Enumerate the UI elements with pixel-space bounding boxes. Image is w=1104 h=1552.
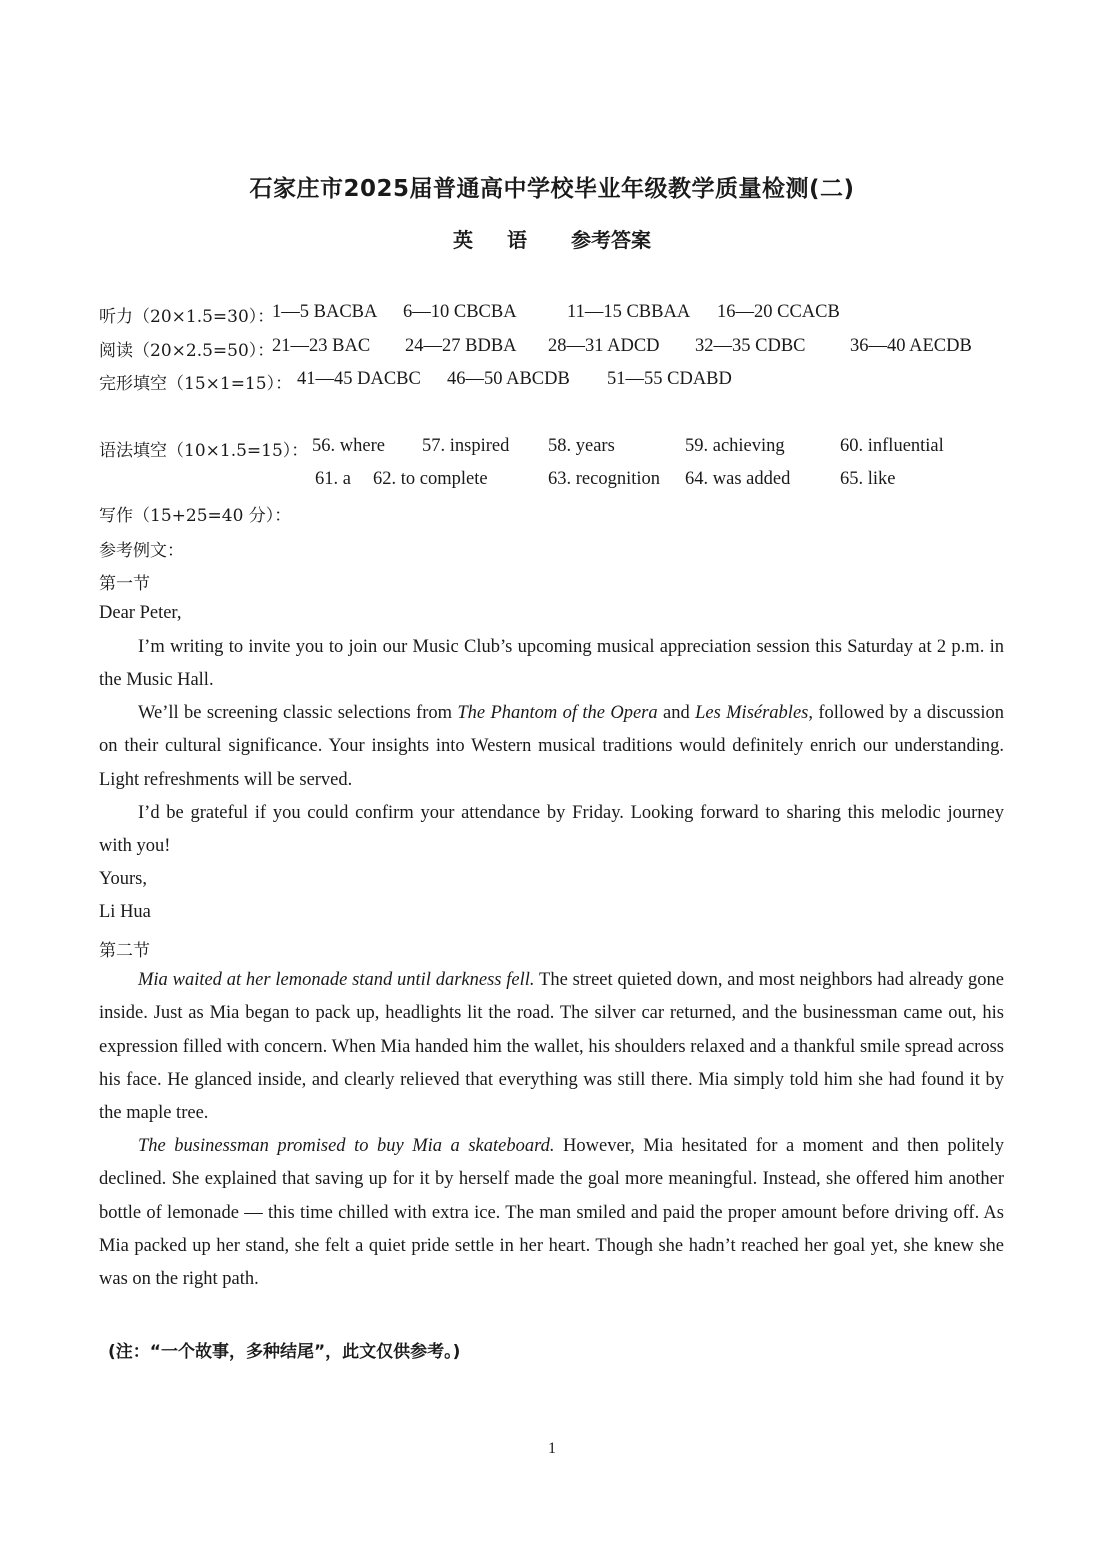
listening-group: 1—5 BACBA (272, 302, 378, 322)
page-title: 石家庄市2025届普通高中学校毕业年级教学质量检测(二) (249, 176, 855, 202)
page-subtitle (0, 224, 1104, 253)
listening-group: 11—15 CBBAA (567, 302, 691, 322)
grammar-answer: 58. years (548, 436, 615, 456)
section-two-heading: 第二节 (99, 941, 150, 961)
letter-greeting: Dear Peter, (99, 603, 182, 623)
letter-closing: Yours, (99, 869, 147, 889)
footnote: (注：“一个故事，多种结尾”，此文仅供参考。) (108, 1342, 461, 1362)
story-paragraph-2: The businessman promised to buy Mia a skateboard. However, Mia hesitated for a moment and then politely declined. She explained that saving up for it by herself made the goal more meaningful. Instead, she offered him another bottle of lemonade — this time chilled with extra ice. The man smiled and paid the proper amount before driving off. As Mia packed up her stand, she felt a quiet pride settle in her heart. Though she hadn’t reached her goal yet, she knew she was on the right path. (99, 1136, 1004, 1290)
story-paragraph-1: Mia waited at her lemonade stand until darkness fell. The street quieted down, and most neighbors had already gone inside. Just as Mia began to pack up, headlights lit the road. The silver car returned, and the businessman came out, his expression filled with concern. When Mia handed him the wallet, his shoulders relaxed and a thankful smile spread across his face. He glanced inside, and clearly relieved that everything was still there. Mia simply told him she had found it by the maple tree. (99, 970, 1005, 1124)
cloze-label: 完形填空（15×1=15）： (99, 374, 293, 394)
reading-group: 21—23 BAC (272, 336, 371, 356)
story-lead-sentence: The businessman promised to buy Mia a skateboard. (138, 1136, 555, 1156)
grammar-answer: 61. a (315, 469, 351, 489)
grammar-answer: 59. achieving (685, 436, 785, 456)
listening-label: 听力（20×1.5=30）： (99, 307, 275, 327)
grammar-answer: 60. influential (840, 436, 944, 456)
work-title: The Phantom of the Opera (457, 703, 658, 723)
work-title: Les Misérables (695, 703, 809, 723)
grammar-label: 语法填空（10×1.5=15）： (99, 441, 309, 461)
cloze-group: 46—50 ABCDB (447, 369, 570, 389)
story-lead-sentence: Mia waited at her lemonade stand until darkness fell. (138, 970, 535, 990)
subtitle-subject-b: 语 (507, 228, 527, 252)
letter-paragraph-1: I’m writing to invite you to join our Music Club’s upcoming musical appreciation session this Saturday at 2 p.m. in the Music Hall. (99, 637, 1004, 691)
reading-group: 24—27 BDBA (405, 336, 517, 356)
page-number: 1 (548, 1440, 556, 1457)
reading-label: 阅读（20×2.5=50）： (99, 341, 275, 361)
grammar-answer: 56. where (312, 436, 385, 456)
reading-group: 28—31 ADCD (548, 336, 660, 356)
subtitle-subject-a: 英 (453, 228, 473, 252)
letter-signature: Li Hua (99, 902, 151, 922)
reading-group: 32—35 CDBC (695, 336, 806, 356)
subtitle-answer-key: 参考答案 (571, 228, 651, 252)
writing-label: 写作（15+25=40 分）： (99, 506, 292, 526)
grammar-answer: 62. to complete (373, 469, 488, 489)
reading-group: 36—40 AECDB (850, 336, 972, 356)
grammar-answer: 65. like (840, 469, 896, 489)
listening-group: 16—20 CCACB (717, 302, 840, 322)
cloze-group: 41—45 DACBC (297, 369, 421, 389)
grammar-answer: 63. recognition (548, 469, 661, 489)
section-one-heading: 第一节 (99, 574, 150, 594)
listening-group: 6—10 CBCBA (403, 302, 517, 322)
letter-paragraph-2: We’ll be screening classic selections from The Phantom of the Opera and Les Misérables, followed by a discussion on their cultural significance. Your insights into Western musical traditions would definitely enrich our understanding. Light refreshments will be served. (99, 703, 1004, 790)
letter-paragraph-3: I’d be grateful if you could confirm your attendance by Friday. Looking forward to sharing this melodic journey with you! (99, 803, 1004, 857)
grammar-answer: 57. inspired (422, 436, 510, 456)
cloze-group: 51—55 CDABD (607, 369, 732, 389)
grammar-answer: 64. was added (685, 469, 791, 489)
sample-essay-label: 参考例文： (99, 541, 184, 561)
